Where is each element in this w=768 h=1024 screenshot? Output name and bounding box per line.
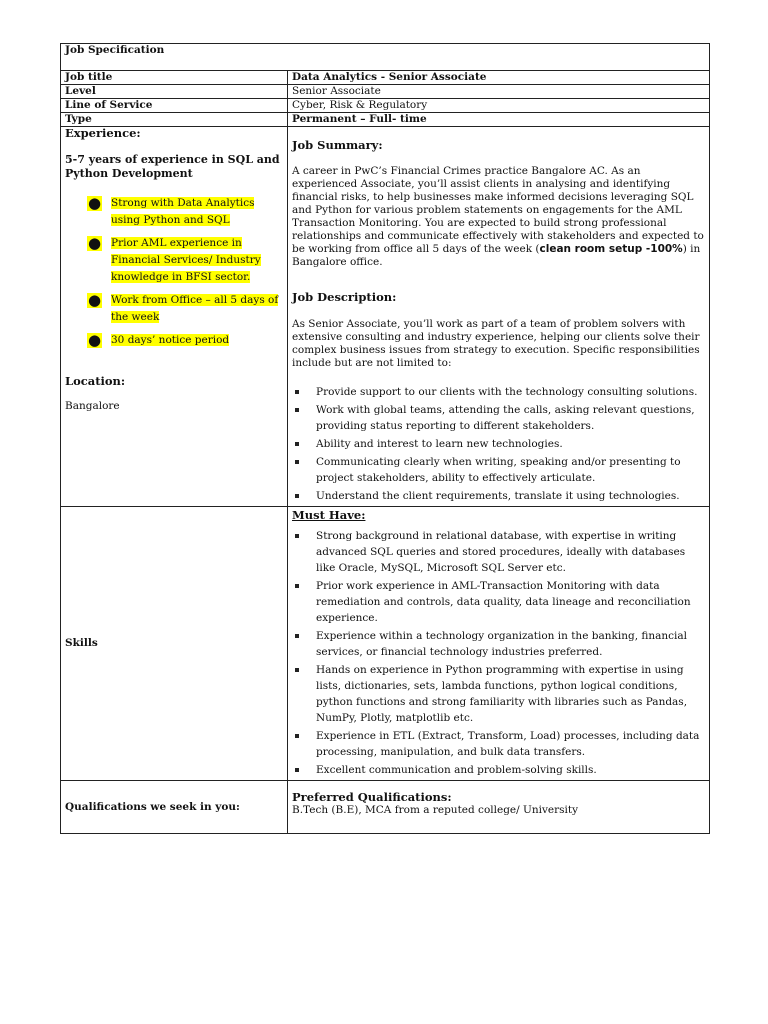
- job-title-value: Data Analytics - Senior Associate: [288, 71, 710, 85]
- qualifications-cell: [288, 781, 710, 834]
- description-text: As Senior Associate, you’ll work as part of a team of problem solvers with extensive consulting and industry experience, helping our clients solve their complex business issues from strategy to execution. Specific responsibilities include but are not limited to:: [292, 318, 700, 369]
- list-item: Hands on experience in Python programming with expertise in using lists, dictionaries, sets, lambda functions, python logical conditions, python functions and strong familiarity with libraries such as Pandas, NumPy, Plotly, matplotlib etc.: [292, 662, 705, 726]
- qualifications-row: [61, 781, 710, 834]
- level-value: Senior Associate: [288, 85, 710, 99]
- list-item: ● Prior AML experience in Financial Services/ Industry knowledge in BFSI sector.: [88, 234, 261, 283]
- job-spec-table: [60, 43, 710, 834]
- line-of-service-row: [61, 99, 710, 113]
- list-item: ● 30 days’ notice period: [88, 331, 230, 349]
- highlight-list: [65, 195, 283, 349]
- qualifications-text: B.Tech (B.E), MCA from a reputed college/ University: [292, 804, 579, 816]
- list-item: Experience within a technology organization in the banking, financial services, or financial technology industries preferred.: [292, 628, 705, 660]
- job-title-label: Job title: [61, 71, 288, 85]
- skills-list: [292, 528, 705, 778]
- summary-heading: Job Summary:: [292, 138, 383, 152]
- los-value: Cyber, Risk & Regulatory: [288, 99, 710, 113]
- type-label: Type: [61, 113, 288, 127]
- job-title-row: [61, 71, 710, 85]
- skills-row: [61, 507, 710, 781]
- los-label: Line of Service: [61, 99, 288, 113]
- responsibilities-list: [292, 384, 705, 504]
- list-item: Prior work experience in AML-Transaction Monitoring with data remediation and controls, data quality, data lineage and reconciliation experience.: [292, 578, 705, 626]
- description-heading: Job Description:: [292, 290, 397, 304]
- list-item: Communicating clearly when writing, speaking and/or presenting to project stakeholders, ability to effectively articulate.: [292, 454, 705, 486]
- level-label: Level: [61, 85, 288, 99]
- list-item: Ability and interest to learn new technologies.: [292, 436, 705, 452]
- list-item: ● Work from Office – all 5 days of the week: [88, 291, 279, 323]
- list-item: ● Strong with Data Analytics using Python and SQL: [88, 194, 255, 226]
- experience-cell: [61, 127, 288, 507]
- bullet-dot-icon: ●: [88, 291, 102, 309]
- bullet-dot-icon: ●: [88, 194, 102, 212]
- bullet-dot-icon: ●: [88, 234, 102, 252]
- location-heading: Location:: [65, 374, 126, 388]
- bullet-dot-icon: ●: [88, 331, 102, 349]
- skills-cell: [288, 507, 710, 781]
- qualifications-label: Qualifications we seek in you:: [61, 781, 288, 834]
- experience-heading: Experience:: [65, 126, 141, 140]
- location-value: Bangalore: [65, 400, 120, 412]
- list-item: Work with global teams, attending the calls, asking relevant questions, providing status reporting to different stakeholders.: [292, 402, 705, 434]
- list-item: Understand the client requirements, translate it using technologies.: [292, 488, 705, 504]
- experience-subheading: 5-7 years of experience in SQL and Python Development: [65, 153, 280, 180]
- type-row: [61, 113, 710, 127]
- level-row: [61, 85, 710, 99]
- doc-title: Job Specification: [61, 44, 710, 71]
- list-item: Strong background in relational database, with expertise in writing advanced SQL queries and stored procedures, ideally with databases like Oracle, MySQL, Microsoft SQL Server etc.: [292, 528, 705, 576]
- type-value: Permanent – Full- time: [288, 113, 710, 127]
- header-row: [61, 44, 710, 71]
- list-item: Experience in ETL (Extract, Transform, Load) processes, including data processing, manipulation, and bulk data transfers.: [292, 728, 705, 760]
- summary-text: A career in PwC’s Financial Crimes practice Bangalore AC. As an experienced Associate, you’ll assist clients in analysing and identifying financial risks, to help businesses make informed decisions leveraging SQL and Python for various problem statements on engagements for the AML Transaction Monitoring. You are expected to build strong professional relationships and communicate effectively with stakeholders and expected to be working from office all 5 days of the week (clean room setup -100%) in Bangalore office.: [292, 165, 704, 268]
- must-have-heading: Must Have:: [292, 508, 366, 522]
- list-item: Provide support to our clients with the technology consulting solutions.: [292, 384, 705, 400]
- skills-label: Skills: [61, 507, 288, 781]
- list-item: Excellent communication and problem-solving skills.: [292, 762, 705, 778]
- preferred-qualifications-heading: Preferred Qualifications:: [292, 790, 452, 804]
- job-summary-cell: [288, 127, 710, 507]
- main-row: [61, 127, 710, 507]
